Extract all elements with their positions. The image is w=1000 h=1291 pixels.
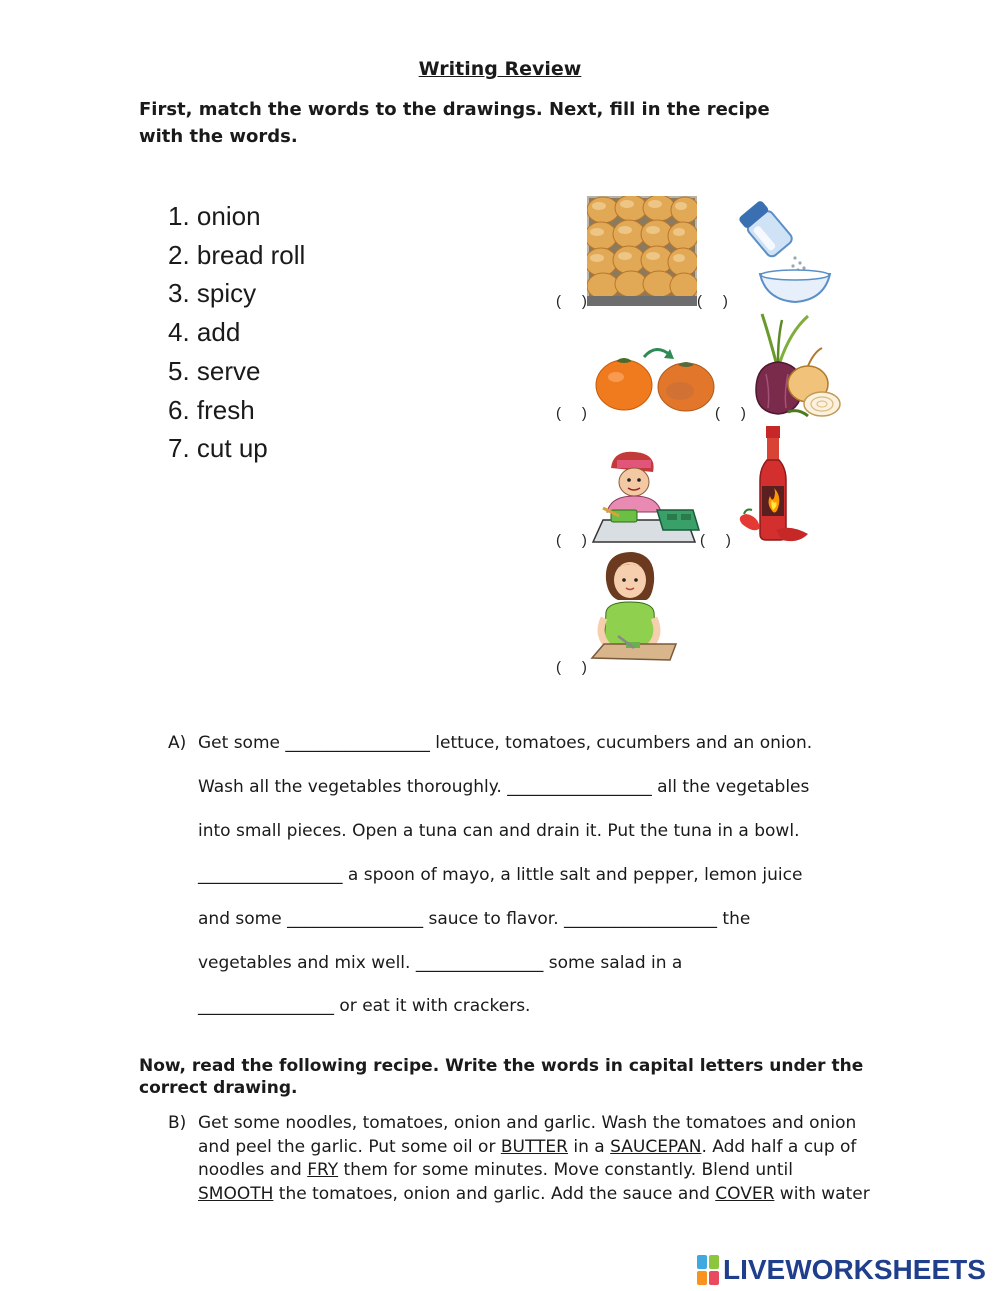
instruction-line: First, match the words to the drawings. Next, fill in the recipe: [139, 99, 770, 120]
word-item: 7. cut up: [168, 433, 268, 464]
text-span: in a: [568, 1136, 611, 1157]
recipe-line: vegetables and mix well. _______________ some salad in a: [198, 953, 683, 973]
girl-cutting-icon: [590, 550, 678, 672]
recipe-line: [198, 1159, 928, 1183]
word-item: 5. serve: [168, 355, 261, 386]
recipe-line: Wash all the vegetables thoroughly. _________________ all the vegetables: [198, 777, 810, 797]
logo-mark-icon: [697, 1255, 719, 1285]
page-title: Writing Review: [418, 58, 582, 80]
bread-rolls-icon: [587, 196, 697, 306]
word-item: 4. add: [168, 317, 241, 348]
hot-sauce-icon: [736, 424, 814, 548]
answer-blank[interactable]: ( ): [556, 532, 587, 549]
text-span: noodles and: [198, 1160, 308, 1180]
logo-text: LIVEWORKSHEETS: [723, 1254, 986, 1285]
instruction-match: [139, 96, 839, 150]
answer-blank[interactable]: ( ): [556, 405, 587, 422]
answer-blank[interactable]: ( ): [700, 532, 731, 549]
liveworksheets-logo[interactable]: [697, 1254, 986, 1286]
text-span: them for some minutes. Move constantly. Blend until: [338, 1160, 793, 1180]
paragraph-marker: B): [168, 1113, 187, 1133]
keyword-butter: BUTTER: [500, 1136, 568, 1157]
recipe-line: and some ________________ sauce to flavor. __________________ the: [198, 909, 751, 929]
recipe-line: [198, 1183, 928, 1207]
text-span: the tomatoes, onion and garlic. Add the sauce and: [273, 1183, 716, 1204]
text-span: and peel the garlic. Put some oil or: [198, 1136, 501, 1157]
onion-icon: [748, 312, 843, 420]
answer-blank[interactable]: ( ): [556, 293, 587, 310]
keyword-fry: FRY: [307, 1160, 339, 1180]
word-item: 1. onion: [168, 201, 261, 231]
answer-blank[interactable]: ( ): [715, 405, 746, 422]
instruction-line: Now, read the following recipe. Write the words in capital letters under the: [139, 1056, 864, 1076]
fresh-fruit-icon: [594, 343, 719, 413]
lunch-server-icon: [589, 450, 704, 548]
recipe-line: ________________ or eat it with crackers.: [198, 996, 531, 1016]
word-item: 3. spicy: [168, 278, 257, 309]
text-span: with water: [774, 1183, 870, 1204]
word-list: [168, 197, 305, 468]
word-item: 6. fresh: [168, 394, 255, 425]
instruction-line: with the words.: [139, 126, 298, 147]
recipe-line: _________________ a spoon of mayo, a little salt and pepper, lemon juice: [198, 865, 803, 885]
word-item: 2. bread roll: [168, 239, 306, 270]
instruction-read: [139, 1055, 919, 1099]
keyword-cover: COVER: [715, 1183, 775, 1204]
answer-blank[interactable]: ( ): [556, 659, 587, 676]
answer-blank[interactable]: ( ): [697, 293, 728, 310]
recipe-line: into small pieces. Open a tuna can and drain it. Put the tuna in a bowl.: [198, 821, 800, 841]
recipe-line: Get some _________________ lettuce, tomatoes, cucumbers and an onion.: [198, 733, 813, 753]
instruction-line: correct drawing.: [139, 1078, 298, 1098]
text-span: . Add half a cup of: [701, 1136, 857, 1157]
recipe-line: Get some noodles, tomatoes, onion and garlic. Wash the tomatoes and onion: [198, 1113, 857, 1133]
keyword-saucepan: SAUCEPAN: [610, 1136, 702, 1157]
recipe-line: [198, 1136, 928, 1160]
salt-shaker-icon: [738, 200, 833, 305]
keyword-smooth: SMOOTH: [198, 1183, 274, 1204]
paragraph-marker: A): [168, 733, 187, 753]
